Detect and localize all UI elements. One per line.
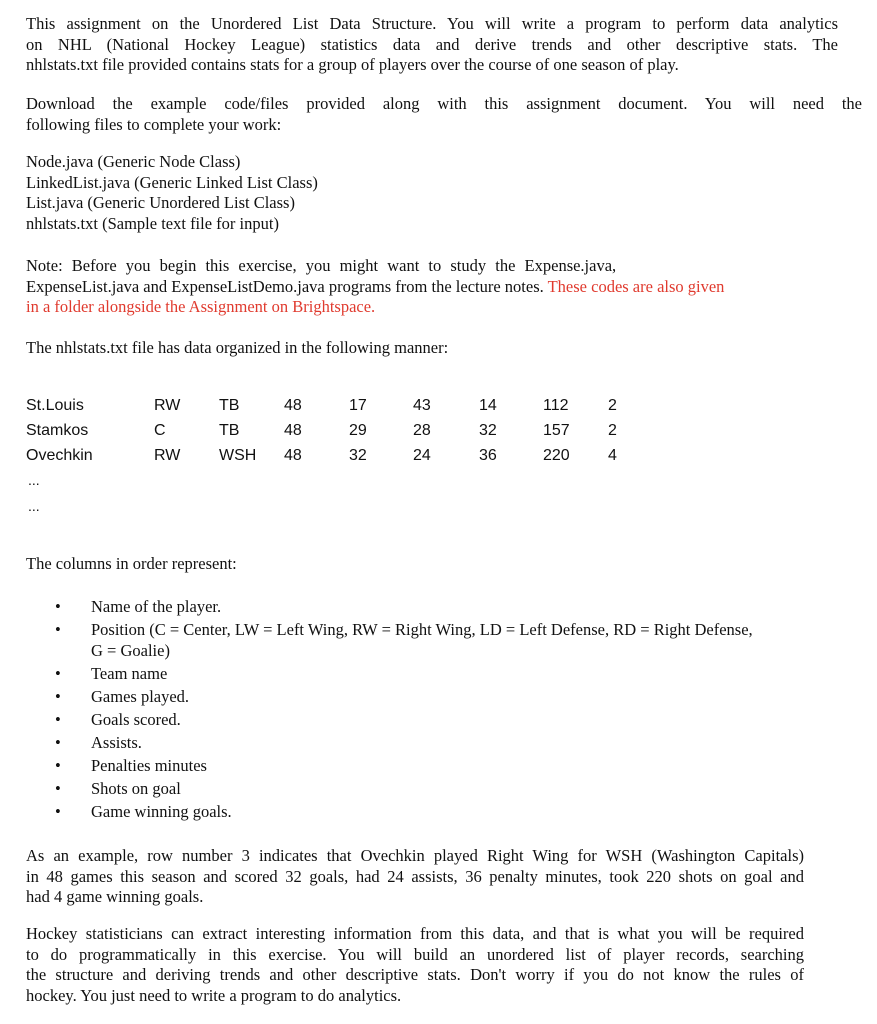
shots-cell: 157: [543, 422, 570, 439]
games-cell: 48: [284, 447, 302, 464]
list-item: [55, 663, 815, 684]
note-text: ExpenseList.java and ExpenseListDemo.java programs from the lecture notes.: [26, 276, 548, 296]
column-list: [55, 596, 815, 824]
assists-cell: 43: [413, 397, 431, 414]
file-list-item: LinkedList.java (Generic Linked List Class): [26, 172, 318, 192]
intro-line: on NHL (National Hockey League) statistics data and derive trends and other descriptive stats. The: [26, 34, 838, 54]
list-item: [55, 801, 815, 822]
list-item: [55, 778, 815, 799]
list-item-text: Shots on goal: [91, 779, 181, 798]
bullet-marker: •: [55, 687, 61, 706]
table-ellipsis: ...: [28, 472, 40, 488]
bullet-marker: •: [55, 620, 61, 639]
player-name-cell: Stamkos: [26, 422, 89, 439]
organized-text: The nhlstats.txt file has data organized in the following manner:: [26, 338, 449, 357]
list-item-text: Assists.: [91, 733, 142, 752]
table-ellipsis: ...: [28, 498, 40, 514]
player-name-cell: Ovechkin: [26, 447, 93, 464]
file-list-item: List.java (Generic Unordered List Class): [26, 193, 295, 213]
download-line: Download the example code/files provided along with this assignment document. You will need the: [26, 94, 862, 113]
list-item: [55, 686, 815, 707]
team-cell: TB: [219, 397, 240, 414]
goals-cell: 32: [349, 447, 367, 464]
list-item-text: Game winning goals.: [91, 802, 232, 821]
position-cell: RW: [154, 397, 181, 414]
bullet-marker: •: [55, 664, 61, 683]
columns-intro: The columns in order represent:: [26, 554, 237, 573]
bullet-marker: •: [55, 756, 61, 775]
player-name-cell: St.Louis: [26, 397, 84, 414]
hockey-line: to do programmatically in this exercise. You will build an unordered list of player records, searching: [26, 944, 804, 964]
games-cell: 48: [284, 422, 302, 439]
bullet-marker: •: [55, 802, 61, 821]
note-line: Note: Before you begin this exercise, you might want to study the Expense.java,: [26, 256, 617, 275]
shots-cell: 112: [543, 397, 569, 414]
games-cell: 48: [284, 397, 302, 414]
list-item: [55, 619, 815, 661]
list-item: [55, 732, 815, 753]
note-line: [26, 277, 826, 298]
assists-cell: 28: [413, 422, 431, 439]
list-item-text: G = Goalie): [91, 641, 170, 660]
list-item-text: Name of the player.: [91, 597, 222, 616]
table-row: [26, 396, 646, 421]
file-list: [26, 152, 318, 234]
position-cell: C: [154, 422, 166, 439]
penalty-minutes-cell: 36: [479, 447, 497, 464]
goals-cell: 17: [349, 397, 367, 414]
hockey-line: hockey. You just need to write a program to do analytics.: [26, 985, 402, 1005]
download-line: following files to complete your work:: [26, 114, 282, 134]
file-list-item: Node.java (Generic Node Class): [26, 152, 241, 171]
list-item-text: Goals scored.: [91, 710, 181, 729]
hockey-paragraph: [26, 924, 804, 1006]
hockey-line: Hockey statisticians can extract interesting information from this data, and that is what you will be required: [26, 924, 804, 943]
note-highlight: These codes are also given: [547, 276, 725, 296]
shots-cell: 220: [543, 447, 570, 464]
bullet-marker: •: [55, 779, 61, 798]
stats-table: [26, 396, 646, 471]
example-line: in 48 games this season and scored 32 goals, had 24 assists, 36 penalty minutes, took 220 shots on goal and: [26, 866, 804, 886]
list-item-text: Position (C = Center, LW = Left Wing, RW = Right Wing, LD = Left Defense, RD = Right Defense,: [91, 620, 753, 639]
list-item: [55, 596, 815, 617]
game-winning-goals-cell: 4: [608, 447, 617, 464]
assists-cell: 24: [413, 447, 431, 464]
position-cell: RW: [154, 447, 181, 464]
bullet-marker: •: [55, 710, 61, 729]
table-row: [26, 446, 646, 471]
penalty-minutes-cell: 14: [479, 397, 497, 414]
intro-line: nhlstats.txt file provided contains stats for a group of players over the course of one season of play.: [26, 55, 679, 74]
team-cell: WSH: [219, 447, 257, 464]
game-winning-goals-cell: 2: [608, 397, 617, 414]
note-highlight: in a folder alongside the Assignment on Brightspace.: [26, 297, 376, 316]
download-paragraph: [26, 94, 862, 135]
hockey-line: the structure and deriving trends and other descriptive stats. Don't worry if you do not know the rules of: [26, 965, 804, 984]
game-winning-goals-cell: 2: [608, 422, 617, 439]
list-item-text: Games played.: [91, 687, 190, 706]
intro-paragraph: [26, 14, 838, 76]
list-item-text: Team name: [91, 664, 168, 683]
bullet-marker: •: [55, 733, 61, 752]
example-paragraph: [26, 846, 804, 908]
goals-cell: 29: [349, 422, 367, 439]
example-line: had 4 game winning goals.: [26, 887, 204, 906]
bullet-marker: •: [55, 597, 61, 616]
intro-line: This assignment on the Unordered List Data Structure. You will write a program to perform data analytics: [26, 14, 838, 33]
note-paragraph: [26, 256, 826, 318]
team-cell: TB: [219, 422, 240, 439]
list-item: [55, 755, 815, 776]
penalty-minutes-cell: 32: [479, 422, 497, 439]
example-line: As an example, row number 3 indicates that Ovechkin played Right Wing for WSH (Washington Capitals): [26, 846, 804, 865]
list-item-text: Penalties minutes: [91, 756, 207, 775]
table-row: [26, 421, 646, 446]
list-item: [55, 709, 815, 730]
file-list-item: nhlstats.txt (Sample text file for input): [26, 213, 279, 233]
